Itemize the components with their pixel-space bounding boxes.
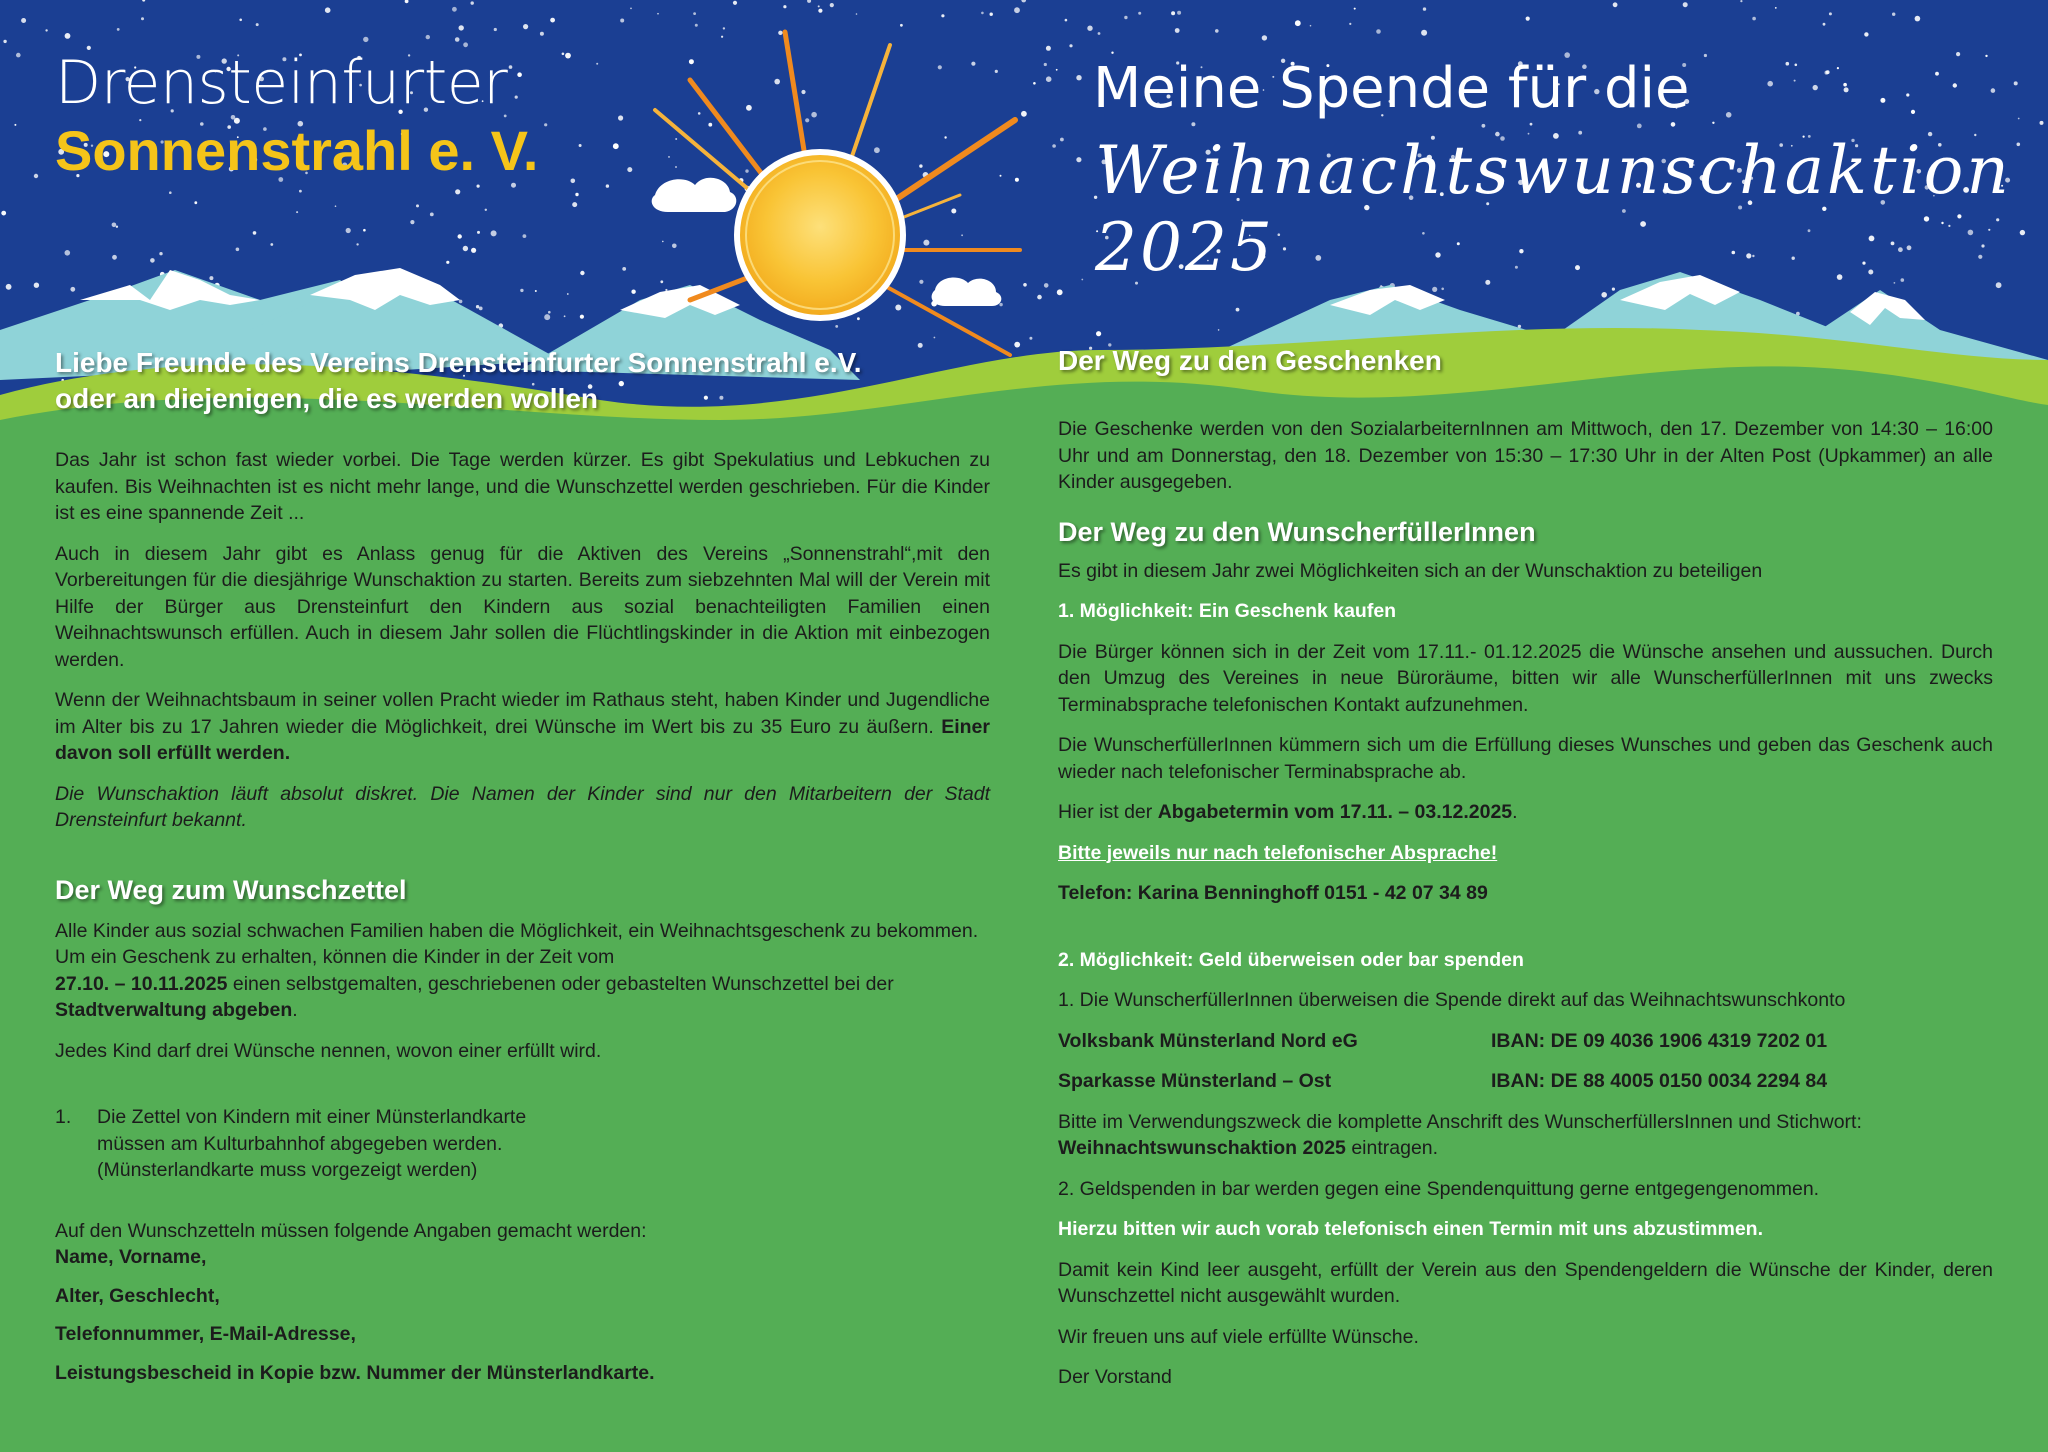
star bbox=[721, 36, 723, 38]
star bbox=[675, 138, 677, 140]
star bbox=[1215, 29, 1219, 33]
star bbox=[961, 234, 963, 236]
star bbox=[562, 53, 565, 56]
star bbox=[1029, 337, 1032, 340]
star bbox=[723, 27, 725, 29]
star bbox=[1096, 331, 1101, 336]
star bbox=[455, 37, 460, 42]
star bbox=[363, 229, 366, 232]
star bbox=[1767, 81, 1773, 87]
star bbox=[2018, 118, 2020, 120]
abgabetermin-bold: Abgabetermin vom 17.11. – 03.12.2025 bbox=[1157, 801, 1513, 823]
star bbox=[471, 248, 476, 253]
star bbox=[1526, 17, 1530, 21]
star bbox=[981, 12, 984, 15]
star bbox=[1752, 17, 1756, 21]
star bbox=[1052, 144, 1056, 148]
star bbox=[564, 315, 566, 317]
star bbox=[1432, 287, 1437, 292]
wunschzettel-paragraph bbox=[55, 918, 990, 1024]
phone-contact: Telefon: Karina Benninghoff 0151 - 42 07 34 89 bbox=[1058, 882, 1488, 904]
star bbox=[1076, 157, 1081, 162]
bank-row-sparkasse bbox=[1058, 1068, 1993, 1095]
star bbox=[159, 252, 162, 255]
star bbox=[270, 243, 273, 246]
moeglichkeit1-title: 1. Möglichkeit: Ein Geschenk kaufen bbox=[1058, 600, 1397, 622]
star bbox=[746, 105, 752, 111]
verwendungszweck-bold: Weihnachtswunschaktion 2025 bbox=[1058, 1137, 1346, 1159]
star bbox=[1786, 62, 1790, 66]
star bbox=[1033, 82, 1036, 85]
star bbox=[613, 143, 619, 149]
star bbox=[476, 305, 479, 308]
star bbox=[895, 305, 901, 311]
closing-paragraph: Damit kein Kind leer ausgeht, erfüllt der Verein aus den Spendengeldern die Wünsche der Kinder, deren Wunschzettel nicht ausgewählt wurden. bbox=[1058, 1258, 1993, 1307]
star bbox=[835, 325, 838, 328]
greeting-heading bbox=[55, 345, 990, 417]
star bbox=[1915, 16, 1921, 22]
star bbox=[65, 250, 71, 256]
star bbox=[459, 25, 464, 30]
star bbox=[693, 12, 696, 15]
star bbox=[572, 202, 577, 207]
weihnachtsbaum-paragraph bbox=[55, 687, 990, 767]
star bbox=[698, 112, 701, 115]
star bbox=[1023, 283, 1027, 287]
termin-note: Hierzu bitten wir auch vorab telefonisch einen Termin mit uns abzustimmen. bbox=[1058, 1218, 1764, 1240]
star bbox=[733, 1, 737, 5]
wunschzettel-text-b: einen selbstgemalten, geschriebenen oder gebastelten Wunschzettel bei der bbox=[232, 972, 894, 995]
star bbox=[299, 190, 302, 193]
star bbox=[1310, 25, 1312, 27]
star bbox=[1014, 342, 1020, 348]
star bbox=[485, 209, 487, 211]
star bbox=[622, 267, 626, 271]
star bbox=[1218, 329, 1220, 331]
weihnachtsbaum-bold: Einer davon soll erfüllt werden. bbox=[55, 715, 990, 764]
star bbox=[459, 300, 463, 304]
star bbox=[65, 33, 71, 39]
abgabetermin-text-b: . bbox=[1512, 801, 1518, 823]
list-text bbox=[97, 1104, 697, 1184]
star bbox=[818, 9, 822, 13]
star bbox=[446, 261, 449, 264]
star bbox=[34, 174, 38, 178]
star bbox=[1060, 138, 1064, 142]
star bbox=[458, 234, 462, 238]
star bbox=[660, 280, 663, 283]
aktion-paragraph: Auch in diesem Jahr gibt es Anlass genug für die Aktiven des Vereins „Sonnenstrahl“,mit den Vorbereitungen für die diesjährige Wunschaktion zu starten. Bereits zum siebzehnten Mal will der Verein mit Hilfe der Bürger aus Drensteinfurt den Kindern aus sozial benachteiligten Familien einen Weihnachtswunsch erfüllen. Auch in diesem Jahr sollen die Flüchtlingskinder in die Aktion mit einbezogen werden. bbox=[55, 542, 990, 671]
star bbox=[1601, 292, 1607, 298]
star bbox=[477, 185, 480, 188]
star bbox=[1021, 111, 1027, 117]
star bbox=[1098, 32, 1101, 35]
moeglichkeit2-title: 2. Möglichkeit: Geld überweisen oder bar spenden bbox=[1058, 948, 1524, 971]
star bbox=[3, 40, 6, 43]
star bbox=[1421, 30, 1427, 36]
star bbox=[1171, 11, 1175, 15]
star bbox=[455, 189, 460, 194]
star bbox=[1138, 12, 1141, 15]
wunschzettel-place: Stadtverwaltung abgeben bbox=[55, 999, 293, 1021]
star bbox=[620, 19, 624, 23]
star bbox=[239, 19, 242, 22]
star bbox=[520, 289, 523, 292]
star bbox=[1044, 63, 1047, 66]
star bbox=[494, 28, 497, 31]
star bbox=[116, 226, 118, 228]
drei-wuensche-paragraph: Jedes Kind darf drei Wünsche nennen, wovon einer erfüllt wird. bbox=[55, 1039, 602, 1062]
star bbox=[517, 72, 522, 77]
star bbox=[579, 144, 582, 147]
kulturbahnhof-list-item bbox=[55, 1104, 990, 1184]
star bbox=[689, 59, 694, 64]
star bbox=[1985, 55, 1987, 57]
star bbox=[1612, 288, 1615, 291]
star bbox=[1015, 178, 1019, 182]
star bbox=[627, 167, 632, 172]
star bbox=[1637, 124, 1642, 129]
star bbox=[874, 147, 880, 153]
bank-row-volksbank bbox=[1058, 1028, 1993, 1055]
star bbox=[1441, 288, 1444, 291]
star bbox=[356, 243, 358, 245]
star bbox=[618, 115, 623, 120]
star bbox=[34, 283, 39, 288]
star bbox=[540, 32, 544, 36]
signature: Der Vorstand bbox=[1058, 1366, 1172, 1388]
star bbox=[830, 3, 834, 7]
star bbox=[1065, 19, 1068, 22]
headline-line2: Weihnachtswunschaktion 2025 bbox=[1095, 132, 2012, 286]
star bbox=[1014, 7, 1020, 13]
wunschzettel-heading: Der Weg zum Wunschzettel bbox=[55, 874, 407, 905]
star bbox=[941, 14, 944, 17]
star bbox=[1991, 88, 1996, 93]
star bbox=[335, 205, 337, 207]
verwendungszweck-text-b: eintragen. bbox=[1351, 1137, 1439, 1159]
star bbox=[1726, 112, 1732, 118]
star bbox=[1795, 64, 1798, 67]
star bbox=[1191, 122, 1195, 126]
requirement-age: Alter, Geschlecht, bbox=[55, 1284, 220, 1307]
star bbox=[1046, 46, 1051, 51]
star bbox=[565, 53, 571, 59]
star bbox=[236, 248, 240, 252]
star bbox=[112, 223, 117, 228]
list-line2: müssen am Kulturbahnhof abgegeben werden. bbox=[97, 1132, 503, 1155]
star bbox=[631, 290, 635, 294]
moeglichkeit1-paragraph2: Die WunscherfüllerInnen kümmern sich um die Erfüllung dieses Wunsches und geben das Geschenk auch wieder nach telefonischer Terminabsprache ab. bbox=[1058, 734, 1993, 783]
star bbox=[535, 290, 537, 292]
star bbox=[515, 96, 518, 99]
bank-name: Volksbank Münsterland Nord eG bbox=[1058, 1029, 1358, 1052]
star bbox=[550, 18, 555, 23]
star bbox=[857, 317, 860, 320]
star bbox=[325, 7, 331, 13]
star bbox=[951, 209, 956, 214]
star bbox=[778, 31, 782, 35]
star bbox=[117, 28, 120, 31]
star bbox=[662, 241, 664, 243]
requirement-document: Leistungsbescheid in Kopie bzw. Nummer der Münsterlandkarte. bbox=[55, 1361, 655, 1384]
star bbox=[596, 63, 598, 65]
star bbox=[1935, 72, 1939, 76]
ueberweisung-paragraph: 1. Die WunscherfüllerInnen überweisen die Spende direkt auf das Weihnachtswunschkonto bbox=[1058, 989, 1846, 1011]
star bbox=[990, 13, 993, 16]
star bbox=[1376, 29, 1381, 34]
verwendungszweck-paragraph bbox=[1058, 1109, 1993, 1162]
star bbox=[774, 79, 780, 85]
greeting-line1: Liebe Freunde des Vereins Drensteinfurter Sonnenstrahl e.V. bbox=[55, 347, 862, 378]
star bbox=[575, 193, 578, 196]
bank-iban: IBAN: DE 88 4005 0150 0034 2294 84 bbox=[1491, 1070, 1828, 1092]
star bbox=[580, 315, 584, 319]
wunschzettel-date: 27.10. – 10.11.2025 bbox=[55, 972, 228, 995]
star bbox=[919, 164, 922, 167]
star bbox=[1177, 11, 1181, 15]
star bbox=[426, 35, 430, 39]
star bbox=[1844, 87, 1849, 92]
star bbox=[1671, 122, 1676, 127]
star bbox=[1000, 175, 1002, 177]
star bbox=[1837, 67, 1839, 69]
star bbox=[1423, 7, 1426, 10]
star bbox=[811, 112, 817, 118]
bank-iban: IBAN: DE 09 4036 1906 4319 7202 01 bbox=[1491, 1029, 1828, 1052]
wunschzettel-text-a: Alle Kinder aus sozial schwachen Familien haben die Möglichkeit, ein Weihnachtsgeschenk zu bekommen. Um ein Geschenk zu erhalten, können die Kinder in der Zeit vom bbox=[55, 919, 979, 968]
star bbox=[169, 191, 172, 194]
erfueller-heading: Der Weg zu den WunscherfüllerInnen bbox=[1058, 516, 1536, 547]
star bbox=[1911, 110, 1915, 114]
abgabetermin-paragraph bbox=[1058, 799, 1993, 826]
abgabetermin-text-a: Hier ist der bbox=[1058, 801, 1153, 823]
star bbox=[630, 7, 632, 9]
star bbox=[944, 136, 946, 138]
star bbox=[1826, 70, 1830, 74]
star bbox=[938, 65, 942, 69]
star bbox=[209, 276, 213, 280]
star bbox=[1081, 279, 1083, 281]
star bbox=[1864, 32, 1868, 36]
star bbox=[1037, 295, 1042, 300]
star bbox=[548, 311, 551, 314]
star bbox=[363, 37, 368, 42]
star bbox=[1829, 12, 1832, 15]
left-column bbox=[55, 345, 990, 1398]
moeglichkeiten-intro: Es gibt in diesem Jahr zwei Möglichkeiten sich an der Wunschaktion zu beteiligen bbox=[1058, 559, 1763, 582]
star bbox=[491, 230, 497, 236]
star bbox=[1613, 2, 1618, 7]
list-line1: Die Zettel von Kindern mit einer Münsterlandkarte bbox=[97, 1106, 527, 1128]
star bbox=[606, 184, 609, 187]
star bbox=[256, 23, 259, 26]
requirements-intro: Auf den Wunschzetteln müssen folgende Angaben gemacht werden: bbox=[55, 1219, 647, 1242]
star bbox=[1046, 76, 1052, 82]
star bbox=[112, 255, 117, 260]
star bbox=[253, 231, 257, 235]
star bbox=[1956, 52, 1960, 56]
star bbox=[567, 293, 569, 295]
requirements-block bbox=[55, 1218, 990, 1387]
star bbox=[1, 211, 6, 216]
star bbox=[672, 244, 677, 249]
sun bbox=[737, 152, 903, 318]
org-name-line2: Sonnenstrahl e. V. bbox=[55, 119, 539, 182]
star bbox=[1880, 98, 1885, 103]
star bbox=[463, 42, 468, 47]
star bbox=[1704, 54, 1707, 57]
star bbox=[856, 13, 858, 15]
headline-line1: Meine Spende für die bbox=[1093, 56, 1690, 121]
requirement-name: Name, Vorname, bbox=[55, 1246, 207, 1268]
star bbox=[346, 228, 351, 233]
star bbox=[14, 124, 16, 126]
star bbox=[1683, 2, 1688, 7]
star bbox=[971, 62, 975, 66]
org-name-line1: Drensteinfurter bbox=[55, 48, 508, 118]
star bbox=[580, 271, 584, 275]
star bbox=[818, 5, 820, 7]
star bbox=[1354, 8, 1356, 10]
star bbox=[511, 183, 516, 188]
star bbox=[21, 18, 26, 23]
star bbox=[675, 166, 677, 168]
star bbox=[919, 280, 923, 284]
star bbox=[1069, 44, 1072, 47]
star bbox=[1175, 28, 1180, 33]
star bbox=[1740, 0, 1742, 2]
star bbox=[1044, 283, 1049, 288]
star bbox=[1057, 289, 1063, 295]
star bbox=[296, 211, 298, 213]
star bbox=[45, 29, 47, 31]
star bbox=[141, 17, 144, 20]
star bbox=[1843, 83, 1847, 87]
star bbox=[1124, 16, 1127, 19]
verwendungszweck-text-a: Bitte im Verwendungszweck die komplette Anschrift des WunscherfüllersInnen und Stichwort: bbox=[1058, 1110, 1862, 1133]
right-column bbox=[1058, 343, 1993, 1405]
absprache-note: Bitte jeweils nur nach telefonischer Absprache! bbox=[1058, 841, 1498, 864]
star bbox=[995, 70, 998, 73]
star bbox=[544, 123, 547, 126]
star bbox=[416, 204, 419, 207]
star bbox=[695, 24, 698, 27]
star bbox=[2014, 81, 2018, 85]
star bbox=[477, 231, 480, 234]
star bbox=[1794, 80, 1796, 82]
diskret-paragraph: Die Wunschaktion läuft absolut diskret. Die Namen der Kinder sind nur den Mitarbeitern der Stadt Drensteinfurt bekannt. bbox=[55, 782, 990, 831]
intro-paragraph: Das Jahr ist schon fast wieder vorbei. Die Tage werden kürzer. Es gibt Spekulatius und Lebkuchen zu kaufen. Bis Weihnachten ist es nicht mehr lange, und die Wunschzettel werden geschrieben. Für die Kinder ist es eine spannende Zeit ... bbox=[55, 449, 990, 524]
star bbox=[1813, 85, 1818, 90]
star bbox=[1823, 23, 1826, 26]
geschenke-heading: Der Weg zu den Geschenken bbox=[1058, 345, 1442, 376]
star bbox=[6, 284, 12, 290]
star bbox=[999, 303, 1002, 306]
geschenke-paragraph: Die Geschenke werden von den SozialarbeiternInnen am Mittwoch, den 17. Dezember von 14:30 – 16:00 Uhr und am Donnerstag, den 18. Dezember von 15:30 – 17:30 Uhr in der Alten Post (Upkammer) an alle Kinder ausgegeben. bbox=[1058, 418, 1993, 493]
star bbox=[523, 234, 527, 238]
barspende-paragraph: 2. Geldspenden in bar werden gegen eine Spendenquittung gerne entgegengenommen. bbox=[1058, 1177, 1820, 1200]
star bbox=[523, 24, 528, 29]
star bbox=[1892, 13, 1895, 16]
star bbox=[900, 24, 903, 27]
star bbox=[452, 7, 457, 12]
wunschzettel-text-c: . bbox=[292, 999, 298, 1021]
star bbox=[1056, 69, 1058, 71]
star bbox=[805, 118, 809, 122]
star bbox=[708, 123, 712, 127]
moeglichkeit1-paragraph1: Die Bürger können sich in der Zeit vom 17.11.- 01.12.2025 die Wünsche ansehen und aussuchen. Durch den Umzug des Vereines in neue Büroräume, bitten wir alle WunscherfüllerInnen mit uns zwecks Terminabsprache telefonischen Kontakt aufzunehmen. bbox=[1058, 640, 1993, 716]
star bbox=[1087, 26, 1092, 31]
star bbox=[16, 53, 21, 58]
star bbox=[1111, 52, 1113, 54]
star bbox=[571, 179, 576, 184]
requirement-contact: Telefonnummer, E-Mail-Adresse, bbox=[55, 1323, 356, 1345]
star bbox=[1906, 93, 1909, 96]
star bbox=[463, 246, 468, 251]
star bbox=[1076, 75, 1081, 80]
star bbox=[194, 201, 197, 204]
star bbox=[2040, 121, 2044, 125]
weihnachtsbaum-text: Wenn der Weihnachtsbaum in seiner vollen Pracht wieder im Rathaus steht, haben Kinder und Jugendliche im Alter bis zu 17 Jahren wieder die Möglichkeit, drei Wünsche im Wert bis zu 35 Euro zu äußern. bbox=[55, 689, 990, 738]
star bbox=[1712, 122, 1714, 124]
greeting-line2: oder an diejenigen, die es werden wollen bbox=[55, 383, 599, 414]
star bbox=[934, 337, 936, 339]
star bbox=[1295, 20, 1301, 26]
star bbox=[783, 5, 786, 8]
star bbox=[544, 314, 550, 320]
list-line3: (Münsterlandkarte muss vorgezeigt werden) bbox=[97, 1159, 478, 1181]
star bbox=[668, 156, 670, 158]
star bbox=[1349, 23, 1351, 25]
star bbox=[1775, 7, 1777, 9]
thanks-line: Wir freuen uns auf viele erfüllte Wünsche. bbox=[1058, 1325, 1419, 1348]
star bbox=[1953, 83, 1957, 87]
star bbox=[150, 258, 155, 263]
star bbox=[657, 13, 659, 15]
list-number: 1. bbox=[55, 1106, 72, 1128]
star bbox=[923, 240, 929, 246]
star bbox=[509, 65, 513, 69]
star bbox=[471, 1, 474, 4]
star bbox=[479, 307, 483, 311]
star bbox=[1236, 308, 1240, 312]
star bbox=[1262, 35, 1267, 40]
star bbox=[70, 287, 75, 292]
star bbox=[410, 220, 414, 224]
star bbox=[801, 90, 805, 94]
star bbox=[430, 213, 434, 217]
star bbox=[745, 169, 748, 172]
star bbox=[1482, 124, 1486, 128]
bank-name: Sparkasse Münsterland – Ost bbox=[1058, 1070, 1332, 1092]
star bbox=[1530, 123, 1533, 126]
